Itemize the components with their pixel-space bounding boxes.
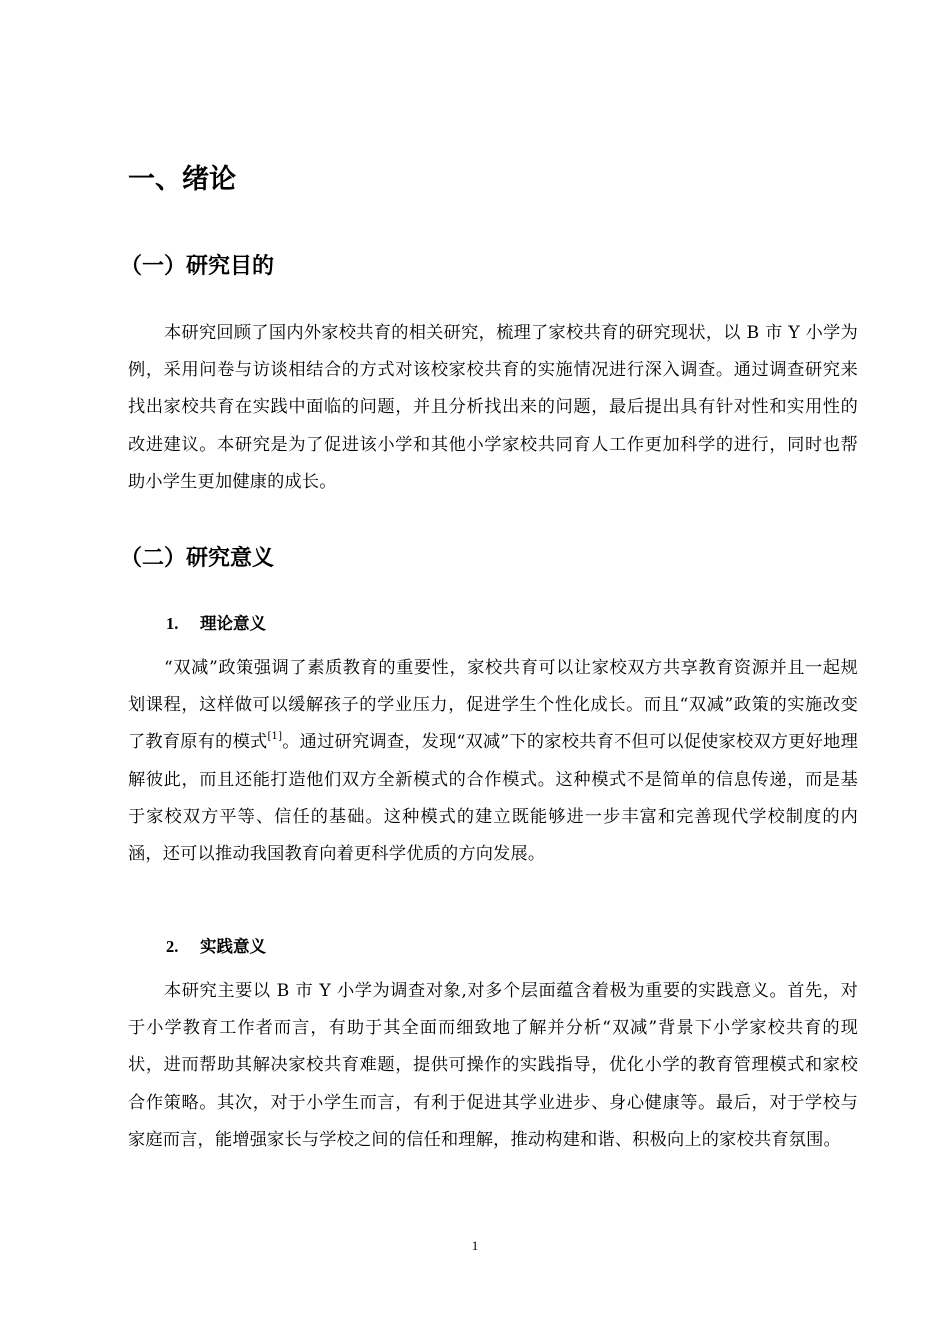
research-purpose-paragraph: 本研究回顾了国内外家校共育的相关研究，梳理了家校共育的研究现状，以 B 市 Y 小学为例，采用问卷与访谈相结合的方式对该校家校共育的实施情况进行深入调查。通过调查研究来找出家校共育在实践中面临的问题，并且分析找出来的问题，最后提出具有针对性和实用性的改进建议。本研究是为了促进该小学和其他小学家校共同育人工作更加科学的进行，同时也帮助小学生更加健康的成长。: [128, 323, 858, 492]
subsection-heading-practical: [166, 934, 266, 960]
paragraph-text: “双减”政策强调了素质教育的重要性，家校共育可以让家校双方共享教育资源并且一起规划课程，这样做可以缓解孩子的学业压力，促进学生个性化成长。而且“双减”政策的实施改变了教育原有的模式: [128, 658, 858, 753]
subsection-number: 1.: [166, 614, 179, 633]
subsection-title: 实践意义: [200, 937, 266, 956]
chapter-title: 一、绪论: [128, 164, 236, 195]
page-number: 1: [471, 1238, 479, 1253]
section-title-research-purpose: （一）研究目的: [120, 254, 275, 279]
subsection-title: 理论意义: [200, 614, 266, 633]
subsection-number: 2.: [166, 937, 179, 956]
theoretical-significance-paragraph: [128, 650, 858, 873]
practical-significance-paragraph: 本研究主要以 B 市 Y 小学为调查对象,对多个层面蕴含着极为重要的实践意义。首先，对于小学教育工作者而言，有助于其全面而细致地了解并分析“双减”背景下小学家校共育的现状，进而帮助其解决家校共育难题，提供可操作的实践指导，优化小学的教育管理模式和家校合作策略。其次，对于小学生而言，有利于促进其学业进步、身心健康等。最后，对于学校与家庭而言，能增强家长与学校之间的信任和理解，推动构建和谐、积极向上的家校共育氛围。: [128, 981, 858, 1150]
citation-reference: [1]: [267, 731, 283, 743]
subsection-heading-theoretical: [166, 611, 266, 637]
paragraph-text-continued: 。通过研究调查，发现“双减”下的家校共育不但可以促使家校双方更好地理解彼此，而且还能打造他们双方全新模式的合作模式。这种模式不是简单的信息传递，而是基于家校双方平等、信任的基础。这种模式的建立既能够进一步丰富和完善现代学校制度的内涵，还可以推动我国教育向着更科学优质的方向发展。: [128, 732, 858, 865]
section-title-research-significance: （二）研究意义: [120, 546, 275, 571]
